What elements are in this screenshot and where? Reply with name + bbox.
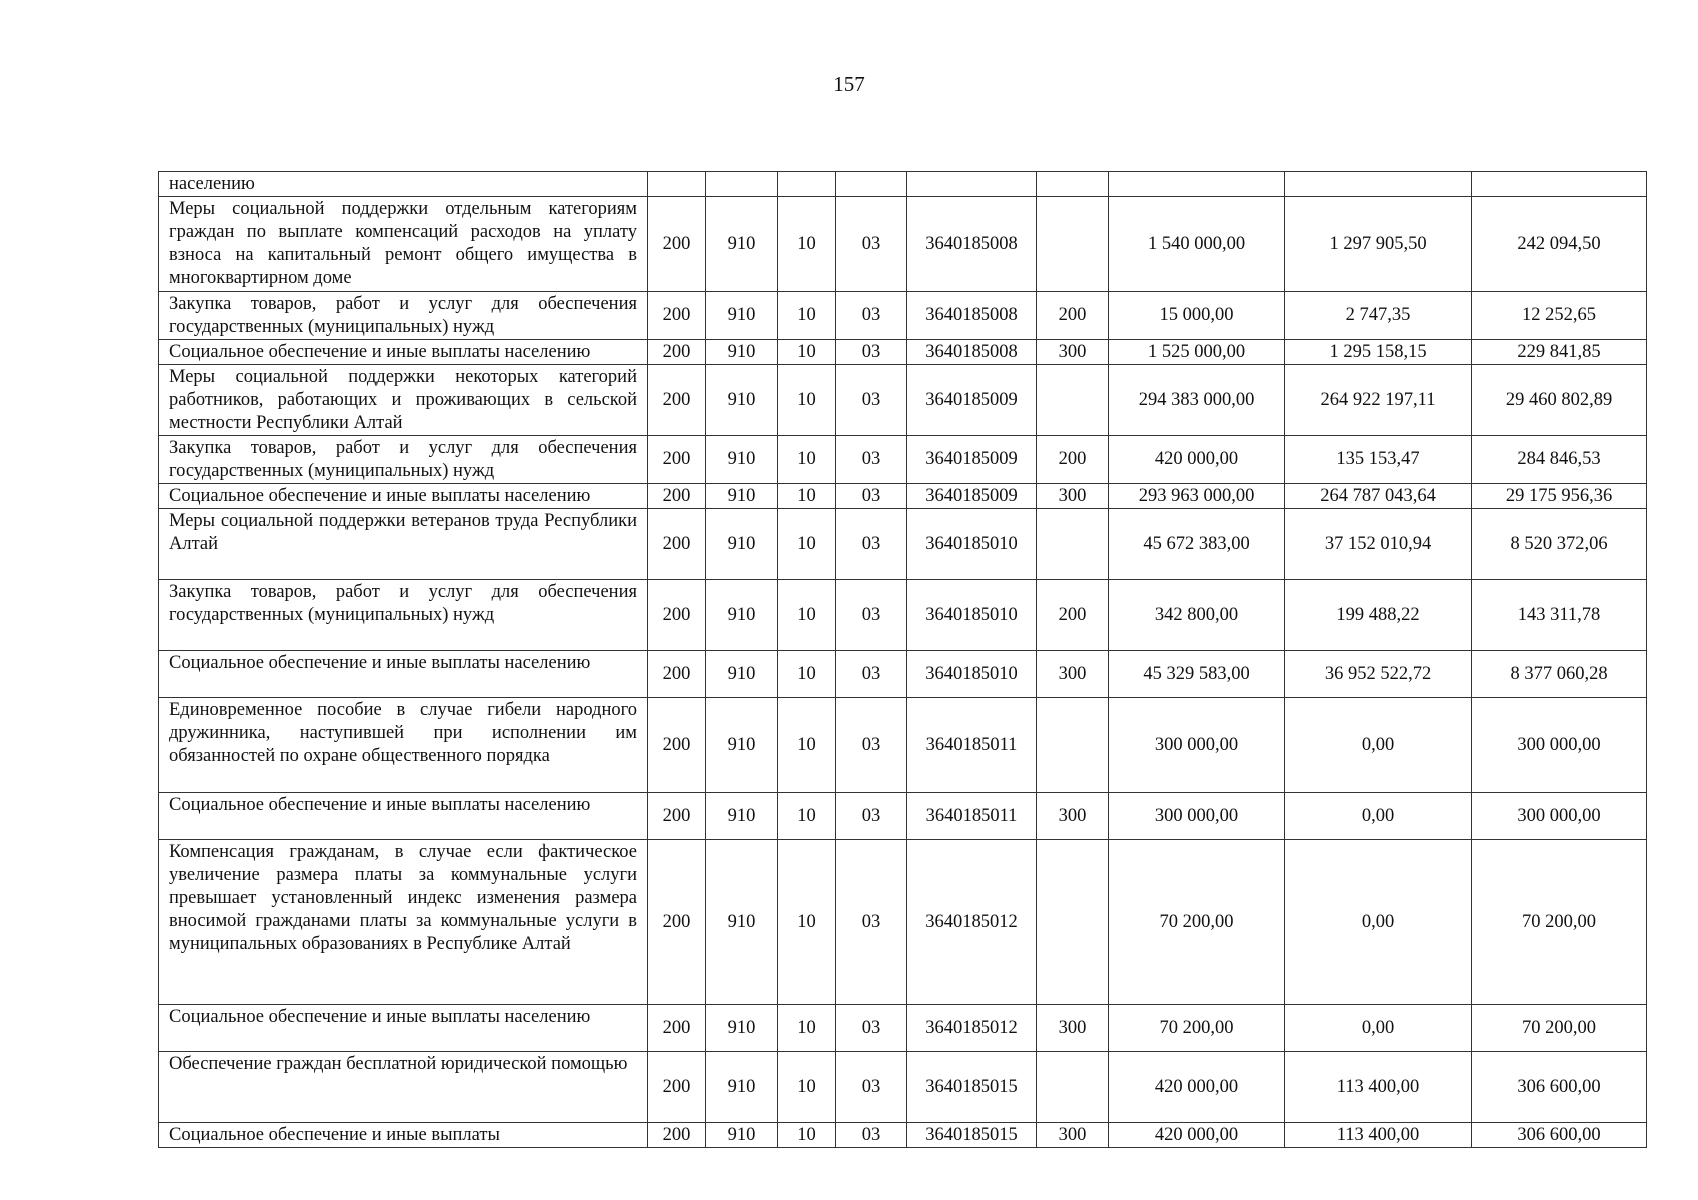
amount-executed: 2 747,35 [1285, 292, 1472, 340]
expense-type: 200 [1037, 292, 1109, 340]
target-article [907, 172, 1037, 197]
target-article: 3640185010 [907, 580, 1037, 651]
row-name: Социальное обеспечение и иные выплаты населению [159, 340, 648, 365]
page-number: 157 [833, 72, 865, 96]
amount-planned: 293 963 000,00 [1109, 484, 1285, 509]
code-2: 910 [706, 509, 778, 580]
code-3: 10 [778, 840, 836, 1005]
amount-planned: 300 000,00 [1109, 793, 1285, 840]
row-name: Меры социальной поддержки некоторых категорий работников, работающих и проживающих в сельской местности Республики Алтай [159, 365, 648, 436]
expense-type: 300 [1037, 651, 1109, 698]
amount-planned: 294 383 000,00 [1109, 365, 1285, 436]
code-2: 910 [706, 365, 778, 436]
target-article: 3640185009 [907, 484, 1037, 509]
code-1: 200 [648, 197, 706, 292]
code-4: 03 [836, 698, 907, 793]
target-article: 3640185010 [907, 651, 1037, 698]
row-name: Обеспечение граждан бесплатной юридической помощью [159, 1052, 648, 1123]
code-3: 10 [778, 436, 836, 484]
amount-remaining [1472, 172, 1647, 197]
amount-planned: 342 800,00 [1109, 580, 1285, 651]
row-name: Социальное обеспечение и иные выплаты населению [159, 793, 648, 840]
target-article: 3640185008 [907, 292, 1037, 340]
code-3: 10 [778, 1005, 836, 1052]
expense-type [1037, 365, 1109, 436]
code-2: 910 [706, 651, 778, 698]
table-row [159, 840, 1647, 1005]
row-name: Социальное обеспечение и иные выплаты населению [159, 1005, 648, 1052]
table-row [159, 1123, 1647, 1148]
expense-type [1037, 509, 1109, 580]
amount-remaining: 70 200,00 [1472, 840, 1647, 1005]
amount-remaining: 229 841,85 [1472, 340, 1647, 365]
row-name: Социальное обеспечение и иные выплаты населению [159, 651, 648, 698]
target-article: 3640185008 [907, 340, 1037, 365]
code-1: 200 [648, 484, 706, 509]
table-row [159, 172, 1647, 197]
code-3: 10 [778, 698, 836, 793]
amount-planned: 300 000,00 [1109, 698, 1285, 793]
code-2: 910 [706, 436, 778, 484]
code-3: 10 [778, 1123, 836, 1148]
target-article: 3640185008 [907, 197, 1037, 292]
code-3: 10 [778, 1052, 836, 1123]
code-2: 910 [706, 484, 778, 509]
expense-type [1037, 698, 1109, 793]
expense-type: 200 [1037, 436, 1109, 484]
code-4: 03 [836, 436, 907, 484]
amount-remaining: 8 520 372,06 [1472, 509, 1647, 580]
table-row [159, 484, 1647, 509]
amount-remaining: 8 377 060,28 [1472, 651, 1647, 698]
amount-executed: 0,00 [1285, 1005, 1472, 1052]
code-2: 910 [706, 340, 778, 365]
amount-remaining: 70 200,00 [1472, 1005, 1647, 1052]
code-1: 200 [648, 651, 706, 698]
code-1: 200 [648, 1052, 706, 1123]
expense-type [1037, 197, 1109, 292]
amount-executed: 113 400,00 [1285, 1052, 1472, 1123]
table-row [159, 436, 1647, 484]
row-name: Меры социальной поддержки ветеранов труда Республики Алтай [159, 509, 648, 580]
code-3: 10 [778, 793, 836, 840]
code-3: 10 [778, 340, 836, 365]
code-3: 10 [778, 484, 836, 509]
table-row [159, 698, 1647, 793]
code-3: 10 [778, 580, 836, 651]
table-row [159, 292, 1647, 340]
row-name: Закупка товаров, работ и услуг для обеспечения государственных (муниципальных) нужд [159, 292, 648, 340]
table-row [159, 197, 1647, 292]
code-3: 10 [778, 509, 836, 580]
code-4 [836, 172, 907, 197]
table-row [159, 580, 1647, 651]
amount-executed: 1 295 158,15 [1285, 340, 1472, 365]
row-name: Закупка товаров, работ и услуг для обеспечения государственных (муниципальных) нужд [159, 580, 648, 651]
expense-type [1037, 172, 1109, 197]
target-article: 3640185015 [907, 1052, 1037, 1123]
code-2: 910 [706, 197, 778, 292]
target-article: 3640185009 [907, 365, 1037, 436]
row-name: Компенсация гражданам, в случае если фактическое увеличение размера платы за коммунальные услуги превышает установленный индекс изменения размера вносимой гражданами платы за коммунальные услуги в муниципальных образованиях в Республике Алтай [159, 840, 648, 1005]
expense-type [1037, 1052, 1109, 1123]
code-1: 200 [648, 1123, 706, 1148]
amount-remaining: 306 600,00 [1472, 1123, 1647, 1148]
expense-type: 200 [1037, 580, 1109, 651]
amount-executed: 36 952 522,72 [1285, 651, 1472, 698]
code-4: 03 [836, 292, 907, 340]
code-1 [648, 172, 706, 197]
code-1: 200 [648, 340, 706, 365]
code-2: 910 [706, 1005, 778, 1052]
amount-remaining: 300 000,00 [1472, 793, 1647, 840]
amount-executed [1285, 172, 1472, 197]
row-name: Социальное обеспечение и иные выплаты [159, 1123, 648, 1148]
expense-type: 300 [1037, 1005, 1109, 1052]
amount-planned: 70 200,00 [1109, 1005, 1285, 1052]
amount-remaining: 143 311,78 [1472, 580, 1647, 651]
code-2: 910 [706, 793, 778, 840]
code-2: 910 [706, 292, 778, 340]
amount-planned: 45 329 583,00 [1109, 651, 1285, 698]
code-2: 910 [706, 840, 778, 1005]
budget-table [158, 171, 1647, 1148]
table-row [159, 793, 1647, 840]
code-4: 03 [836, 1005, 907, 1052]
amount-executed: 113 400,00 [1285, 1123, 1472, 1148]
code-4: 03 [836, 340, 907, 365]
amount-remaining: 284 846,53 [1472, 436, 1647, 484]
target-article: 3640185011 [907, 793, 1037, 840]
amount-remaining: 242 094,50 [1472, 197, 1647, 292]
amount-executed: 37 152 010,94 [1285, 509, 1472, 580]
code-2: 910 [706, 1123, 778, 1148]
target-article: 3640185012 [907, 840, 1037, 1005]
amount-remaining: 12 252,65 [1472, 292, 1647, 340]
code-1: 200 [648, 1005, 706, 1052]
amount-executed: 0,00 [1285, 840, 1472, 1005]
row-name: Закупка товаров, работ и услуг для обеспечения государственных (муниципальных) нужд [159, 436, 648, 484]
amount-planned: 1 525 000,00 [1109, 340, 1285, 365]
code-4: 03 [836, 793, 907, 840]
expense-type [1037, 840, 1109, 1005]
amount-executed: 264 787 043,64 [1285, 484, 1472, 509]
row-name: Социальное обеспечение и иные выплаты населению [159, 484, 648, 509]
row-name: Меры социальной поддержки отдельным категориям граждан по выплате компенсаций расходов на уплату взноса на капитальный ремонт общего имущества в многоквартирном доме [159, 197, 648, 292]
code-4: 03 [836, 580, 907, 651]
row-name: Единовременное пособие в случае гибели народного дружинника, наступившей при исполнении им обязанностей по охране общественного порядка [159, 698, 648, 793]
expense-type: 300 [1037, 484, 1109, 509]
amount-planned [1109, 172, 1285, 197]
amount-executed: 199 488,22 [1285, 580, 1472, 651]
target-article: 3640185009 [907, 436, 1037, 484]
code-1: 200 [648, 580, 706, 651]
target-article: 3640185011 [907, 698, 1037, 793]
code-1: 200 [648, 292, 706, 340]
amount-executed: 0,00 [1285, 793, 1472, 840]
target-article: 3640185012 [907, 1005, 1037, 1052]
code-2: 910 [706, 580, 778, 651]
table-row [159, 509, 1647, 580]
amount-executed: 264 922 197,11 [1285, 365, 1472, 436]
row-name: населению [159, 172, 648, 197]
code-3 [778, 172, 836, 197]
expense-type: 300 [1037, 340, 1109, 365]
amount-remaining: 306 600,00 [1472, 1052, 1647, 1123]
code-1: 200 [648, 436, 706, 484]
code-1: 200 [648, 509, 706, 580]
table-row [159, 651, 1647, 698]
table-row [159, 1005, 1647, 1052]
code-4: 03 [836, 1123, 907, 1148]
table-row [159, 1052, 1647, 1123]
amount-planned: 420 000,00 [1109, 1052, 1285, 1123]
expense-type: 300 [1037, 1123, 1109, 1148]
amount-planned: 420 000,00 [1109, 1123, 1285, 1148]
code-1: 200 [648, 698, 706, 793]
code-1: 200 [648, 365, 706, 436]
code-4: 03 [836, 509, 907, 580]
code-1: 200 [648, 793, 706, 840]
code-2: 910 [706, 1052, 778, 1123]
code-4: 03 [836, 197, 907, 292]
code-4: 03 [836, 840, 907, 1005]
amount-executed: 135 153,47 [1285, 436, 1472, 484]
amount-planned: 70 200,00 [1109, 840, 1285, 1005]
amount-remaining: 29 175 956,36 [1472, 484, 1647, 509]
amount-remaining: 29 460 802,89 [1472, 365, 1647, 436]
amount-planned: 1 540 000,00 [1109, 197, 1285, 292]
code-3: 10 [778, 292, 836, 340]
code-4: 03 [836, 484, 907, 509]
code-2 [706, 172, 778, 197]
table-row [159, 340, 1647, 365]
target-article: 3640185010 [907, 509, 1037, 580]
expense-type: 300 [1037, 793, 1109, 840]
amount-planned: 420 000,00 [1109, 436, 1285, 484]
target-article: 3640185015 [907, 1123, 1037, 1148]
amount-planned: 15 000,00 [1109, 292, 1285, 340]
code-4: 03 [836, 1052, 907, 1123]
amount-planned: 45 672 383,00 [1109, 509, 1285, 580]
amount-executed: 1 297 905,50 [1285, 197, 1472, 292]
code-4: 03 [836, 651, 907, 698]
amount-executed: 0,00 [1285, 698, 1472, 793]
amount-remaining: 300 000,00 [1472, 698, 1647, 793]
code-1: 200 [648, 840, 706, 1005]
table-row [159, 365, 1647, 436]
code-4: 03 [836, 365, 907, 436]
code-3: 10 [778, 651, 836, 698]
code-3: 10 [778, 365, 836, 436]
code-3: 10 [778, 197, 836, 292]
code-2: 910 [706, 698, 778, 793]
